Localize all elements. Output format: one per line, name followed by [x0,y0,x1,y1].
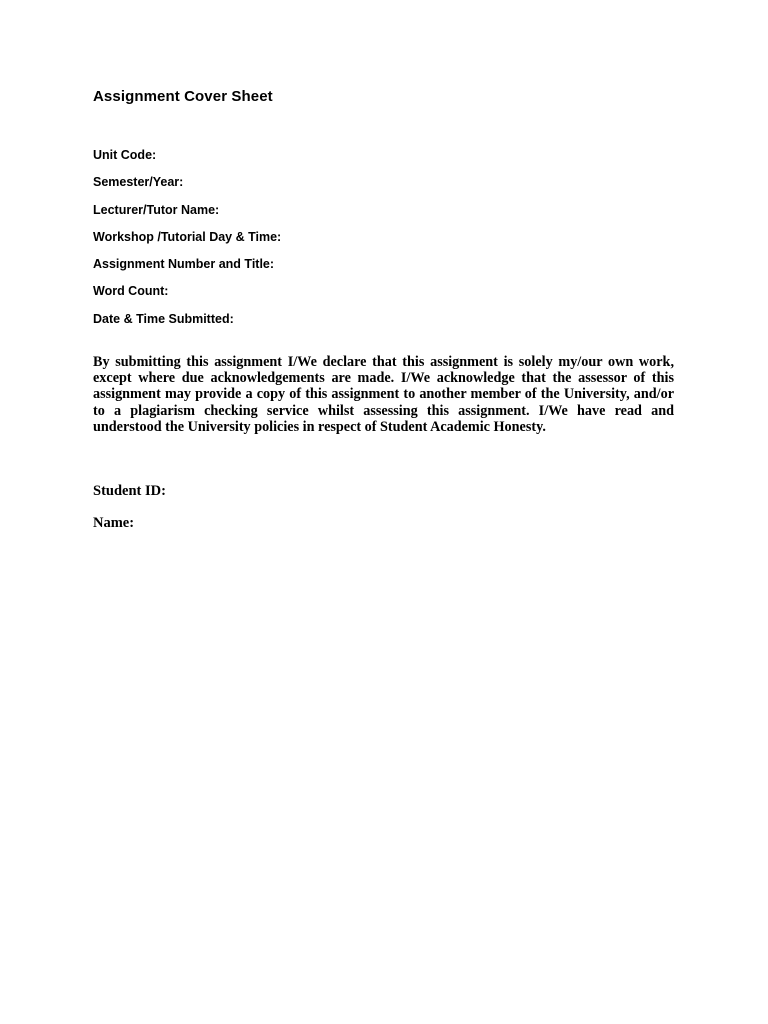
declaration-paragraph: By submitting this assignment I/We declare that this assignment is solely my/our own work, except where due acknowledgements are made. I/We acknowledge that the assessor of this assignment may provide a copy of this assignment to another member of the University, and/or to a plagiarism checking service whilst assessing this assignment. I/We have read and understood the University policies in respect of Student Academic Honesty. [93,354,674,435]
field-assignment-number-title: Assignment Number and Title: [93,257,275,272]
field-workshop-tutorial-time: Workshop /Tutorial Day & Time: [93,229,282,244]
field-unit-code: Unit Code: [93,148,157,162]
student-name-label: Name: [93,515,135,531]
field-word-count: Word Count: [93,284,169,299]
student-id-label: Student ID: [93,483,166,499]
field-list [93,147,281,338]
page-title: Assignment Cover Sheet [93,88,273,105]
field-lecturer-tutor-name: Lecturer/Tutor Name: [93,202,220,217]
field-date-time-submitted: Date & Time Submitted: [93,311,234,326]
field-semester-year: Semester/Year: [93,175,184,190]
